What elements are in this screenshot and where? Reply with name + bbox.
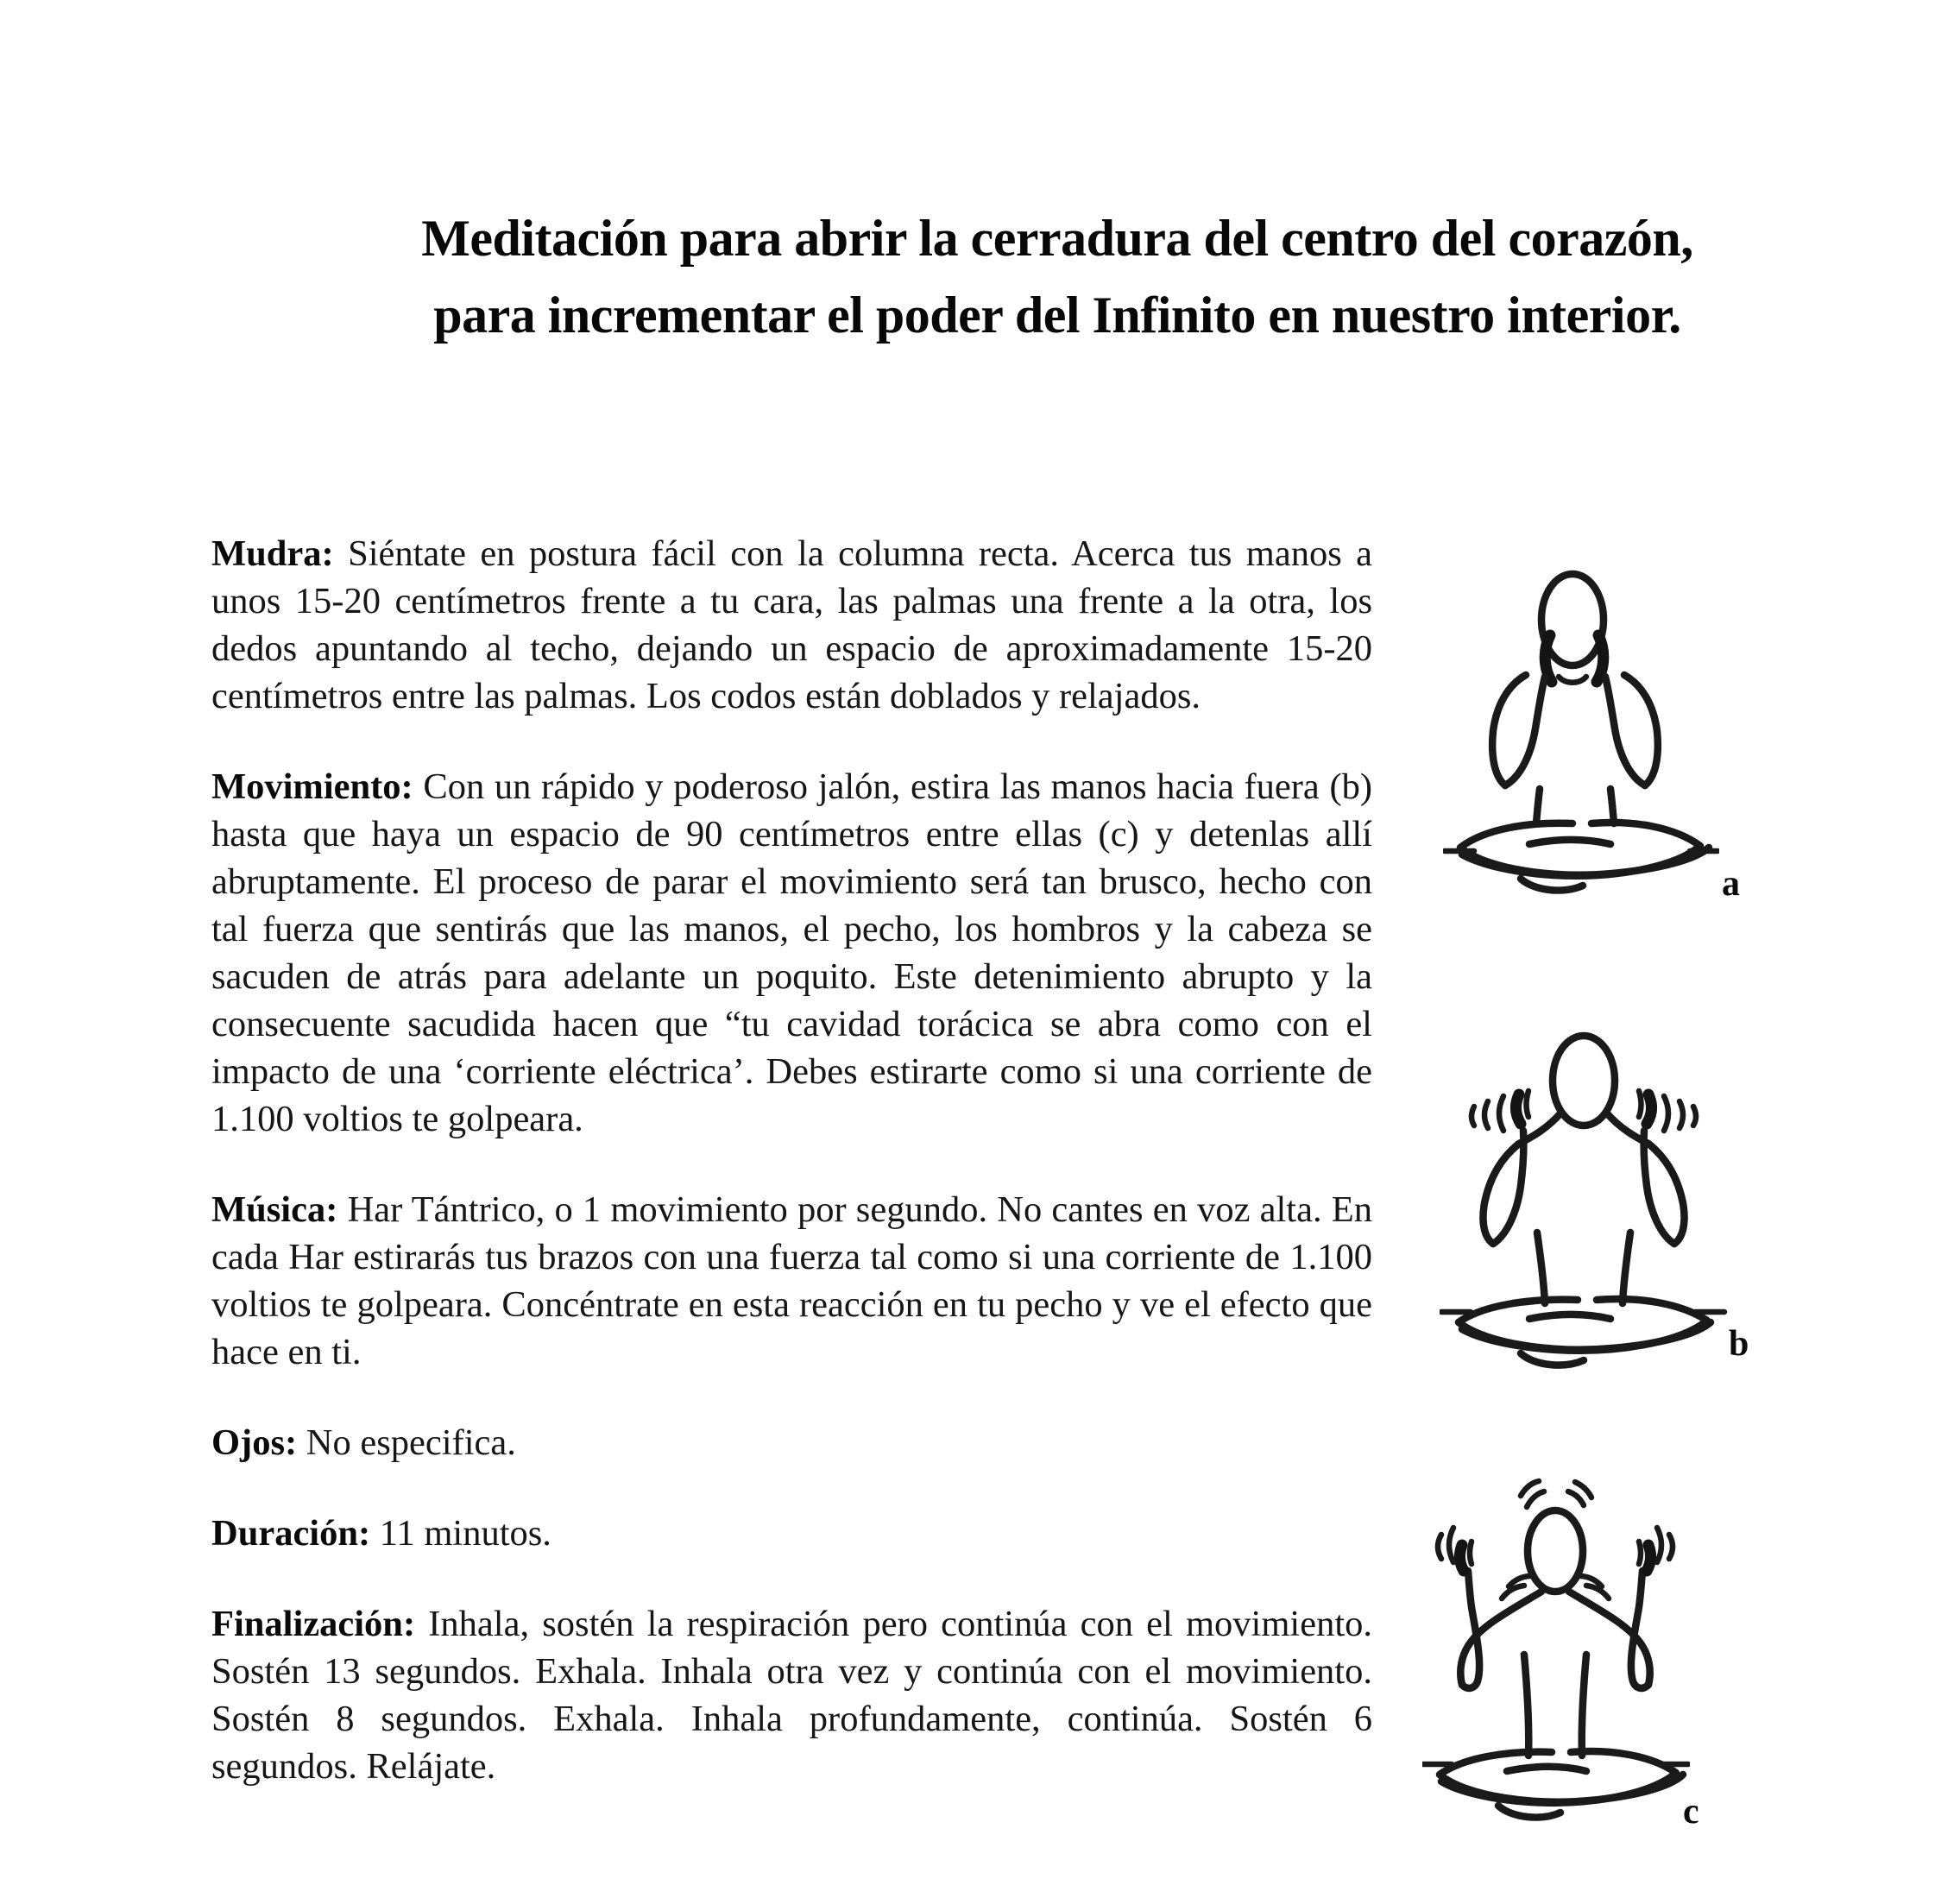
section-label-duracion: Duración: xyxy=(211,1513,371,1554)
figure-label-c: c xyxy=(1683,1792,1699,1832)
section-text-musica: Har Tántrico, o 1 movimiento por segundo. No cantes en voz alta. En cada Har estirarás tus brazos con una fuerza tal como si una corriente de 1.100 voltios te golpeara. Concéntrate en esta reacción en tu pecho y ve el efecto que hace en ti. xyxy=(211,1189,1372,1372)
section-musica xyxy=(211,1186,1372,1376)
meditation-pose-c-illustration xyxy=(1422,1478,1690,1832)
section-text-duracion: 11 minutos. xyxy=(379,1513,551,1554)
section-duracion xyxy=(211,1510,1372,1557)
meditation-pose-b-illustration xyxy=(1440,1025,1728,1371)
figure-label-a: a xyxy=(1722,864,1740,904)
section-movimiento xyxy=(211,763,1372,1143)
section-mudra xyxy=(211,530,1372,720)
section-label-movimiento: Movimiento: xyxy=(211,766,413,807)
section-text-finalizacion: Inhala, sostén la respiración pero continúa con el movimiento. Sostén 13 segundos. Exhala. Inhala otra vez y continúa con el movimiento. Sostén 8 segundos. Exhala. Inhala profundamente, continúa. Sostén 6 segundos. Relájate. xyxy=(211,1604,1373,1787)
section-label-musica: Música: xyxy=(211,1189,338,1230)
section-text-movimiento: Con un rápido y poderoso jalón, estira las manos hacia fuera (b) hasta que haya un espacio de 90 centímetros entre ellas (c) y detenlas allí abruptamente. El proceso de parar el movimiento será tan brusco, hecho con tal fuerza que sentirás que las manos, el pecho, los hombros y la cabeza se sacuden de atrás para adelante un poquito. Este detenimiento abrupto y la consecuente sacudida hacen que “tu cavidad torácica se abra como con el impacto de una ‘corriente eléctrica’. Debes estirarte como si una corriente de 1.100 voltios te golpeara. xyxy=(211,766,1372,1139)
figure-pose-c xyxy=(1422,1478,1690,1832)
section-text-mudra: Siéntate en postura fácil con la columna recta. Acerca tus manos a unos 15-20 centímetros frente a tu cara, las palmas una frente a la otra, los dedos apuntando al techo, dejando un espacio de aproximadamente 15-20 centímetros entre las palmas. Los codos están doblados y relajados. xyxy=(211,533,1372,716)
section-label-ojos: Ojos: xyxy=(211,1422,298,1463)
title-line-2: para incrementar el poder del Infinito en nuestro interior. xyxy=(433,287,1681,344)
page-title xyxy=(276,200,1838,354)
section-text-ojos: No especifica. xyxy=(306,1422,516,1463)
figure-pose-b xyxy=(1440,1025,1728,1371)
figure-pose-a xyxy=(1443,563,1719,918)
section-label-mudra: Mudra: xyxy=(211,533,334,574)
section-label-finalizacion: Finalización: xyxy=(211,1604,416,1644)
section-finalizacion xyxy=(211,1600,1372,1790)
section-ojos xyxy=(211,1419,1372,1466)
body-text-column xyxy=(211,530,1372,1833)
title-line-1: Meditación para abrir la cerradura del centro del corazón, xyxy=(421,210,1693,267)
meditation-pose-a-illustration xyxy=(1443,563,1719,918)
figure-label-b: b xyxy=(1729,1324,1749,1364)
